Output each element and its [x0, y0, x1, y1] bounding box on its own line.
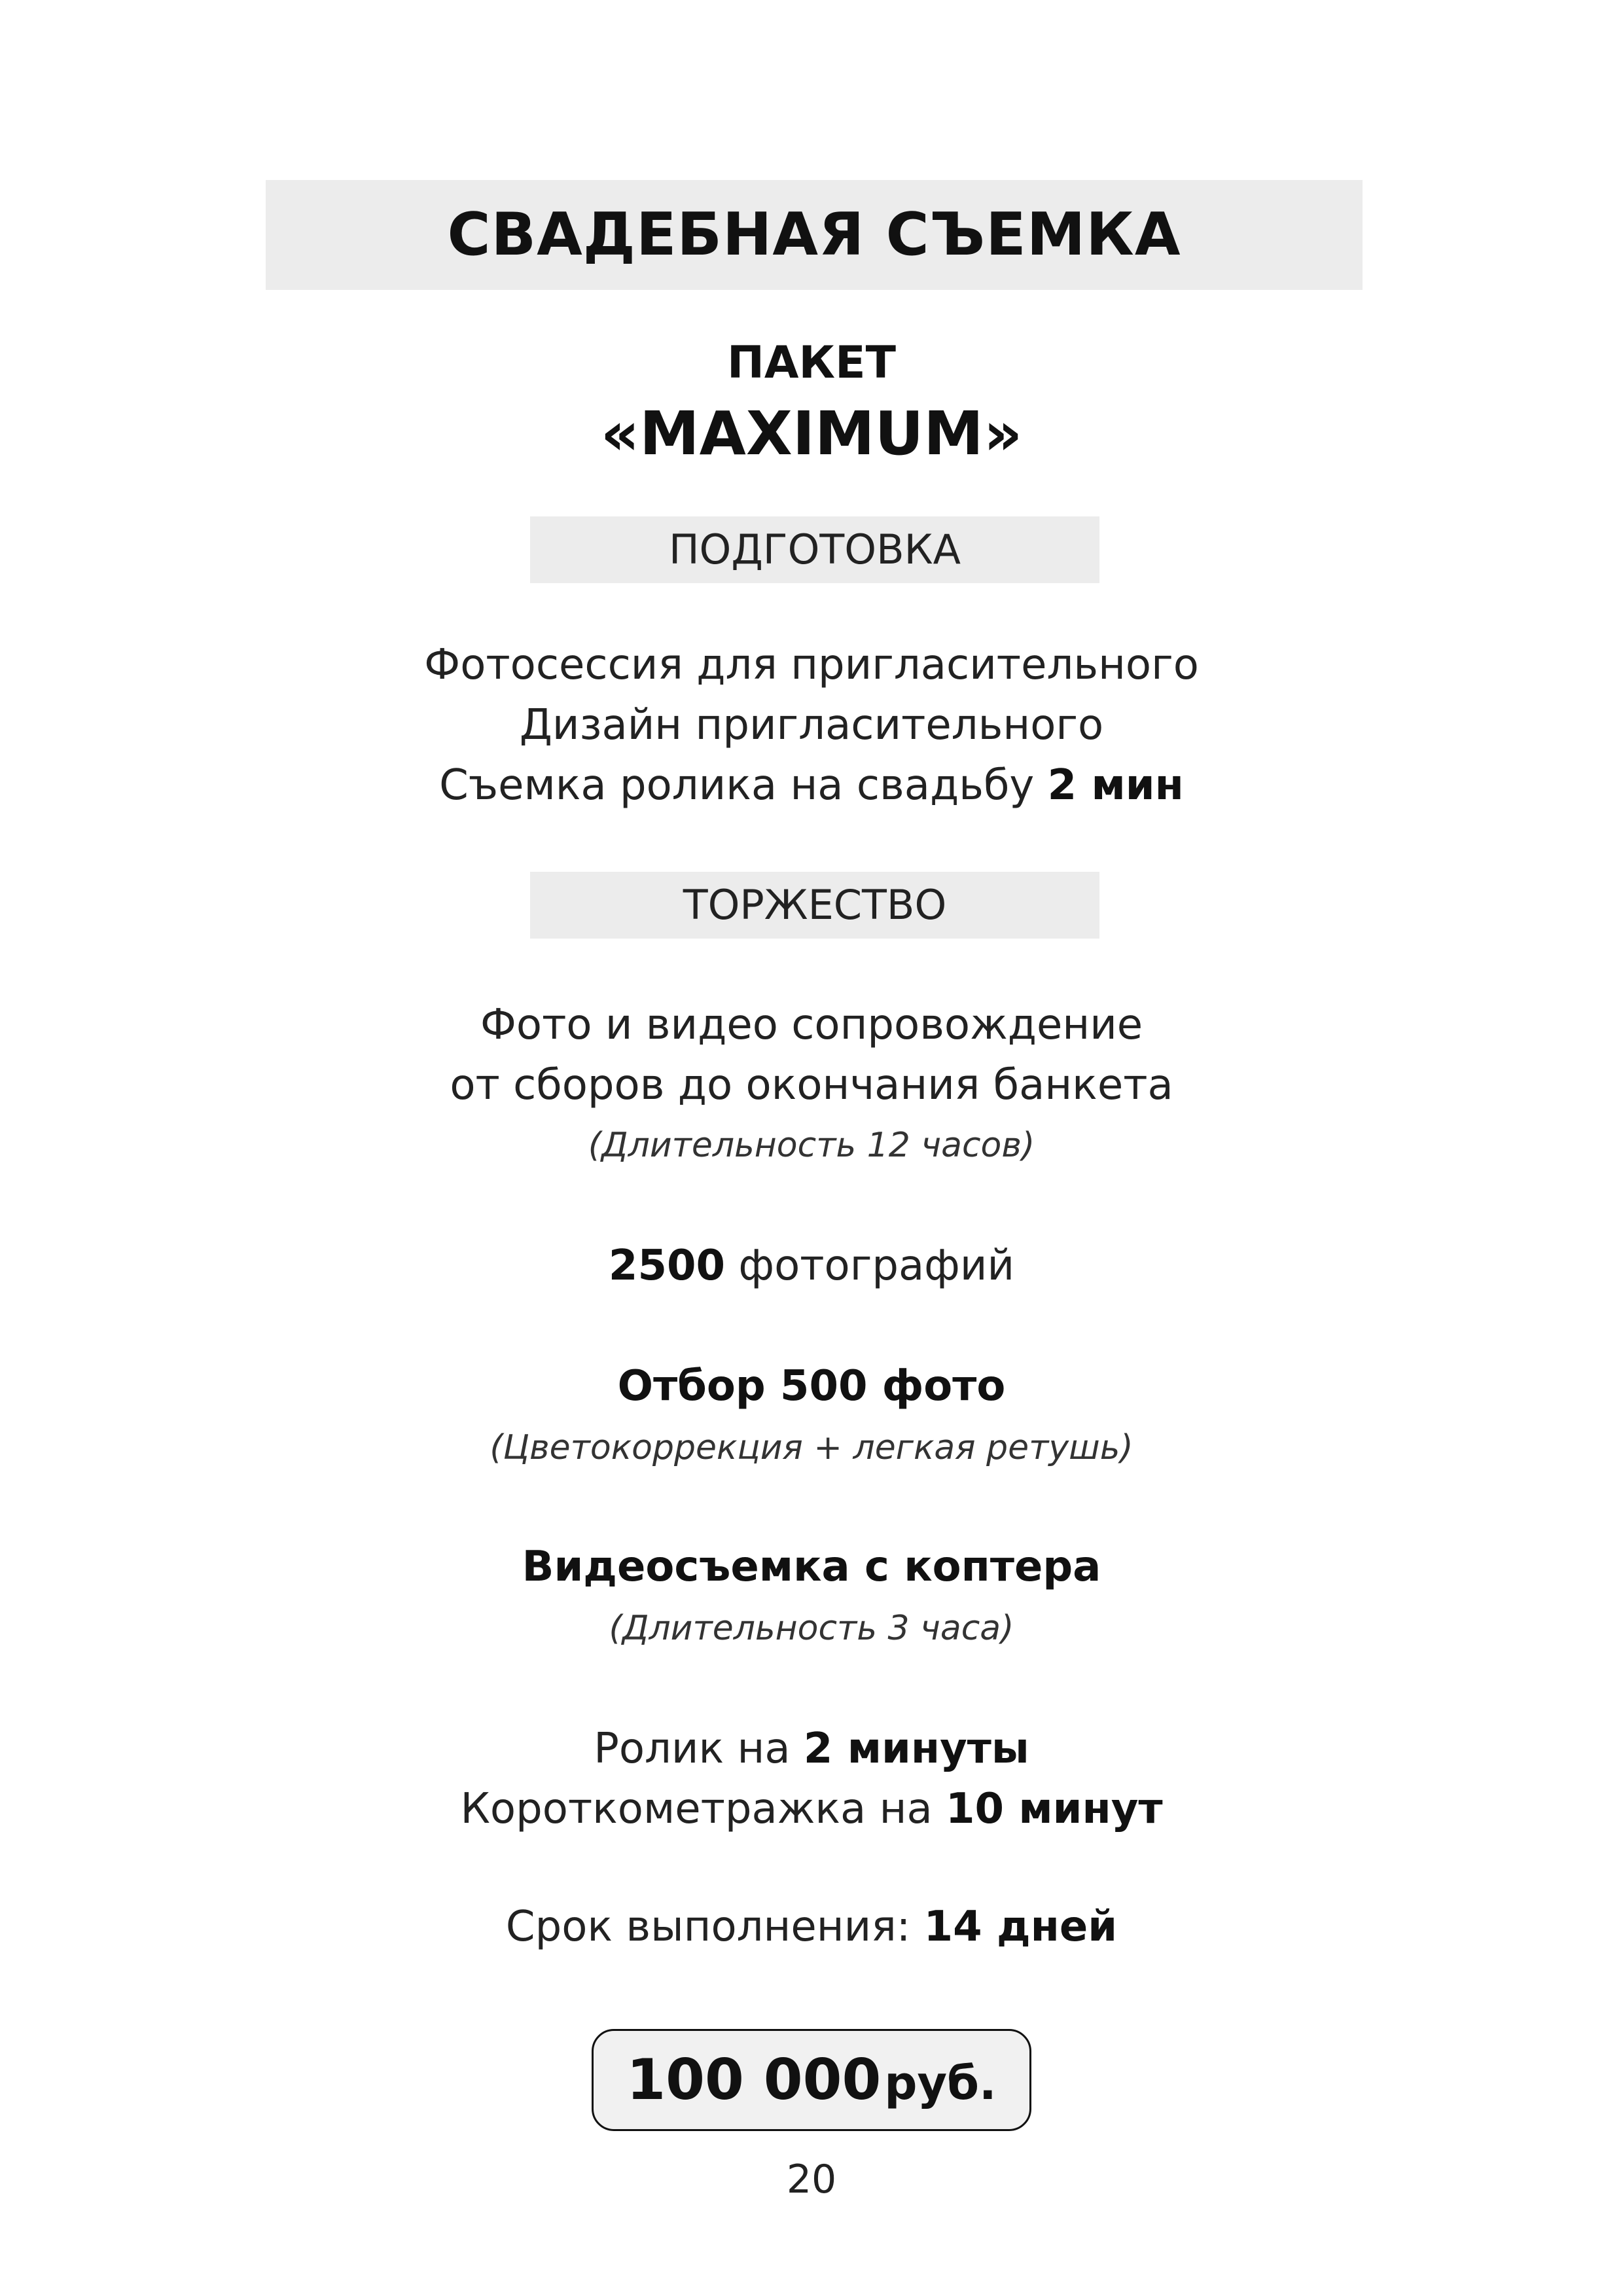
page-number: 20 — [786, 2157, 837, 2202]
coverage-duration-note: (Длительность 12 часов) — [588, 1126, 1035, 1165]
price-currency: руб. — [884, 2056, 997, 2110]
coverage-line-1: Фото и видео сопровождение — [480, 1001, 1143, 1049]
price-amount: 100 000 — [626, 2047, 882, 2113]
short-film-duration: 10 минут — [946, 1785, 1163, 1833]
preparation-heading: ПОДГОТОВКА — [668, 526, 961, 573]
wedding-clip-line — [0, 755, 1623, 816]
photos-count: 2500 — [608, 1242, 726, 1290]
package-name: «MAXIMUM» — [600, 399, 1023, 469]
invitation-photoshoot-line: Фотосессия для пригласительного — [424, 641, 1199, 689]
photos-text: фотографий — [725, 1242, 1015, 1290]
deadline-line — [0, 1897, 1623, 1957]
clip-duration: 2 минуты — [803, 1725, 1029, 1773]
short-film-line — [0, 1779, 1623, 1839]
selection-note: (Цветокоррекция + легкая ретушь) — [490, 1428, 1133, 1467]
price-box — [592, 2029, 1031, 2131]
invitation-design-line: Дизайн пригласительного — [519, 701, 1104, 749]
selection-line: Отбор 500 фото — [617, 1362, 1006, 1410]
deadline-value: 14 дней — [923, 1903, 1118, 1951]
drone-note: (Длительность 3 часа) — [609, 1609, 1014, 1648]
wedding-clip-text: Съемка ролика на свадьбу — [439, 761, 1048, 810]
package-label: ПАКЕТ — [727, 337, 896, 389]
photos-count-line — [0, 1236, 1623, 1296]
drone-line: Видеосъемка с коптера — [522, 1543, 1101, 1591]
wedding-clip-duration: 2 мин — [1047, 761, 1184, 810]
short-film-text: Короткометражка на — [460, 1785, 946, 1833]
coverage-line-2: от сборов до окончания банкета — [450, 1061, 1173, 1109]
celebration-heading: ТОРЖЕСТВО — [683, 881, 947, 929]
page-title: СВАДЕБНАЯ СЪЕМКА — [447, 200, 1181, 269]
deadline-text: Срок выполнения: — [505, 1903, 924, 1951]
clip-text: Ролик на — [594, 1725, 804, 1773]
clip-line — [0, 1719, 1623, 1779]
